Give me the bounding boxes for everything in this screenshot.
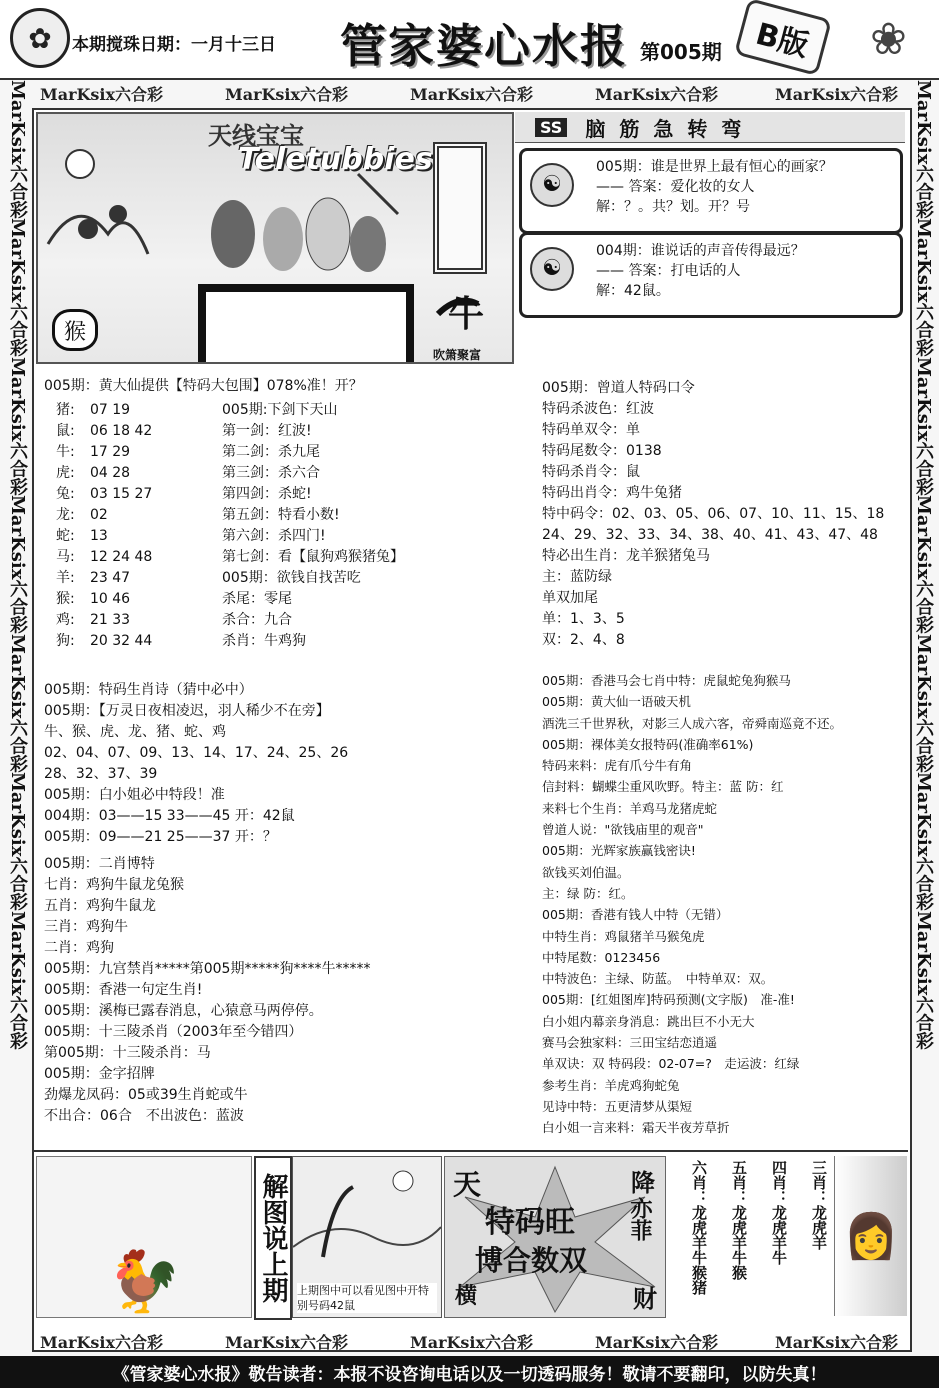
text-line: 特码单双令：单 xyxy=(542,422,640,438)
text-line: 特必出生肖：龙羊猴猪兔马 xyxy=(542,548,710,564)
text-line: 005期：黄大仙一语破天机 xyxy=(542,694,691,710)
zodiac-name: 马: xyxy=(56,549,75,565)
paper-name: 管家婆心水报 xyxy=(340,19,628,73)
last-issue-caption: 上期图中可以看见图中开特别号码42鼠 xyxy=(297,1283,437,1313)
slogan-word: 横 xyxy=(455,1283,478,1309)
text-line: 曾道人说："欲钱庙里的观音" xyxy=(542,822,704,838)
text-line: 005期：香港有钱人中特（无错） xyxy=(542,907,729,923)
watermark-bottom-row xyxy=(0,1328,939,1354)
watermark-text: MarKsix六合彩 xyxy=(225,1333,349,1352)
text-line: 005期：白小姐必中特段！准 xyxy=(44,787,225,803)
zodiac-numbers: 10 46 xyxy=(90,591,131,607)
zodiac-name: 虎: xyxy=(56,465,75,481)
text-line: 24、29、32、33、34、38、40、41、43、47、48 xyxy=(542,527,878,543)
text-line: 信封料：蝴蝶尘重风吹野。特主：蓝 防：红 xyxy=(542,779,784,795)
watermark-text: MarKsix六合彩 xyxy=(7,218,28,357)
text-line: 中特波色：主绿、防蓝。 中特单双：双。 xyxy=(542,971,774,987)
text-line: 005期：特码生肖诗（猜中必中） xyxy=(44,682,253,698)
riddle-card xyxy=(519,232,903,318)
text-line: 来料七个生肖：羊鸡马龙猪虎蛇 xyxy=(542,800,718,816)
slogan-word: 天 xyxy=(453,1168,482,1201)
text-line: 005期：九宫禁肖*****第005期*****狗****牛***** xyxy=(44,961,371,977)
riddle-answer: —— 答案：打电话的人 xyxy=(596,263,741,279)
starburst-slogan xyxy=(444,1156,666,1318)
text-line: 005期：十三陵杀肖（2003年至今错四） xyxy=(44,1024,303,1040)
text-line: 白小姐内幕亲身消息：跳出巨不小无大 xyxy=(542,1013,755,1029)
text-line: 赛马会独家料：三田宝结恋逍遥 xyxy=(542,1035,718,1051)
zodiac-row xyxy=(56,547,216,568)
edition-stamp: B版 xyxy=(734,0,832,76)
zodiac-numbers: 04 28 xyxy=(90,465,131,481)
sword-line: 杀尾：零尾 xyxy=(222,591,292,607)
zodiac-numbers: 12 24 48 xyxy=(90,549,153,565)
zodiac-numbers: 23 47 xyxy=(90,570,131,586)
text-line: 特中码令：02、03、05、06、07、10、11、15、18 xyxy=(542,506,885,522)
riddle-question: 005期：谁是世界上最有恒心的画家？ xyxy=(596,159,833,175)
zodiac-number-list xyxy=(56,400,216,652)
riddle-title: 脑筋急转弯 xyxy=(585,116,756,141)
text-line: 005期：溪梅已露春消息，心猿意马两停停。 xyxy=(44,1003,323,1019)
banner-title-en: Teletubbies xyxy=(238,142,433,177)
zodiac-numbers: 13 xyxy=(90,528,108,544)
zodiac-name: 猪: xyxy=(56,402,75,418)
zodiac-picks-poem xyxy=(668,1156,858,1316)
zodiac-row xyxy=(56,631,216,652)
zodiac-numbers: 06 18 42 xyxy=(90,423,153,439)
watermark-text: MarKsix六合彩 xyxy=(595,1333,719,1352)
door-frame xyxy=(433,142,487,274)
hk-bauhinia-logo: ✿ xyxy=(10,8,70,68)
zodiac-numbers: 07 19 xyxy=(90,402,131,418)
text-line: 二肖：鸡狗 xyxy=(44,940,114,956)
watermark-text: MarKsix六合彩 xyxy=(7,772,28,911)
watermark-text: MarKsix六合彩 xyxy=(913,495,934,634)
zodiac-numbers: 21 33 xyxy=(90,612,131,628)
text-line: 酒洗三千世界秋，对影三人成六客，帝舜南巡竟不还。 xyxy=(542,715,843,731)
rooster-illustration: 🐓 xyxy=(36,1156,252,1318)
sword-line: 第一剑：红波! xyxy=(222,423,312,439)
watermark-text: MarKsix六合彩 xyxy=(225,85,349,104)
riddle-question: 004期：谁说话的声音传得最远？ xyxy=(596,243,805,259)
watermark-text: MarKsix六合彩 xyxy=(913,910,934,1049)
text-line: 白小姐一言来料：霜天半夜芳草折 xyxy=(542,1120,730,1136)
zodiac-row xyxy=(56,484,216,505)
zodiac-name: 牛: xyxy=(56,444,75,460)
watermark-text: MarKsix六合彩 xyxy=(410,85,534,104)
riddle-card xyxy=(519,148,903,234)
riddle-answer: —— 答案：爱化妆的女人 xyxy=(596,179,755,195)
text-line: 005期：裸体美女报特码(准确率61%) xyxy=(542,736,754,752)
last-issue-label: 解图说上期 xyxy=(254,1156,292,1320)
watermark-left-column xyxy=(2,80,32,1330)
zodiac-row xyxy=(56,610,216,631)
text-line: 三肖：鸡狗牛 xyxy=(44,919,128,935)
watermark-text: MarKsix六合彩 xyxy=(913,772,934,911)
watermark-text: MarKsix六合彩 xyxy=(7,356,28,496)
watermark-text: MarKsix六合彩 xyxy=(7,910,28,1049)
text-line: 005期：香港一句定生肖! xyxy=(44,982,203,998)
zodiac-row xyxy=(56,421,216,442)
zodiac-row xyxy=(56,463,216,484)
riddle-explain: 解：？。共？划。开？号 xyxy=(596,199,750,215)
monkey-zodiac-badge: 猴 xyxy=(52,309,98,351)
text-line: 欲钱买刘伯温。 xyxy=(542,864,630,880)
watermark-text: MarKsix六合彩 xyxy=(913,80,934,219)
text-line: 单双加尾 xyxy=(542,590,598,606)
zodiac-name: 羊: xyxy=(56,570,75,586)
zodiac-name: 兔: xyxy=(56,486,75,502)
seven-swords-list xyxy=(222,400,482,652)
yinyang-icon: ☯ xyxy=(530,247,574,291)
text-line: 参考生肖：羊虎鸡狗蛇兔 xyxy=(542,1077,680,1093)
sword-line: 005期：欲钱自找苦吃 xyxy=(222,570,361,586)
text-line: 双：2、4、8 xyxy=(542,632,625,648)
text-line: 特码杀肖令：鼠 xyxy=(542,464,640,480)
text-line: 005期：09——21 25——37 开：？ xyxy=(44,829,277,845)
watermark-text: MarKsix六合彩 xyxy=(7,80,28,219)
slogan-word: 亦菲 xyxy=(627,1197,653,1241)
zodiac-poem-block xyxy=(44,680,514,848)
lady-portrait: 👩 xyxy=(834,1156,907,1316)
slogan-word: 特码旺 xyxy=(485,1205,575,1240)
riddle-section xyxy=(515,112,905,360)
zodiac-row xyxy=(56,442,216,463)
sword-line: 杀合：九合 xyxy=(222,612,292,628)
watermark-text: MarKsix六合彩 xyxy=(7,633,28,773)
watermark-text: MarKsix六合彩 xyxy=(40,1333,164,1352)
banner-caption: 吹箫聚富 xyxy=(433,348,482,362)
slogan-word: 财 xyxy=(633,1284,657,1313)
text-line: 特码杀波色：红波 xyxy=(542,401,654,417)
zodiac-numbers: 03 15 27 xyxy=(90,486,153,502)
slogan-word: 博合数双 xyxy=(475,1244,588,1277)
text-line: 特码出肖令：鸡牛兔猪 xyxy=(542,485,682,501)
riddle-explain: 解：42鼠。 xyxy=(596,283,670,299)
sword-line: 杀肖：牛鸡狗 xyxy=(222,633,306,649)
zodiac-numbers: 17 29 xyxy=(90,444,131,460)
text-line: 005期：光辉家族赢钱密诀! xyxy=(542,843,696,859)
masthead xyxy=(0,0,939,80)
text-line: 特码尾数令：0138 xyxy=(542,443,662,459)
text-line: 不出合：06合 不出波色：蓝波 xyxy=(44,1108,244,1124)
watermark-text: MarKsix六合彩 xyxy=(913,356,934,496)
watermark-right-column xyxy=(908,80,938,1330)
ox-zodiac-label: 牛 xyxy=(448,294,485,335)
text-line: 004期：03——15 33——45 开：42鼠 xyxy=(44,808,295,824)
sword-line: 第二剑：杀九尾 xyxy=(222,444,320,460)
text-line: 005期：二肖博特 xyxy=(44,856,155,872)
text-line: 单：1、3、5 xyxy=(542,611,625,627)
riddle-tag: SS xyxy=(535,118,567,137)
zodiac-name: 狗: xyxy=(56,633,75,649)
text-line: 劲爆龙凤码：05或39生肖蛇或牛 xyxy=(44,1087,248,1103)
zodiac-name: 猴: xyxy=(56,591,75,607)
text-line: 005期：香港马会七肖中特：虎鼠蛇兔狗猴马 xyxy=(542,673,791,688)
text-line: 005期：金字招牌 xyxy=(44,1066,155,1082)
text-line: 第005期：十三陵杀肖：马 xyxy=(44,1045,211,1061)
text-line: 主：蓝防绿 xyxy=(542,569,612,585)
teletubbies-banner xyxy=(36,112,514,364)
zodiac-row xyxy=(56,568,216,589)
text-line: 005期：【万灵日夜相凌迟，羽人稀少不在旁】 xyxy=(44,703,330,719)
zodiac-row xyxy=(56,526,216,547)
text-line: 牛、猴、虎、龙、猪、蛇、鸡 xyxy=(44,724,226,740)
text-line: 见诗中特：五更清梦从渠短 xyxy=(542,1098,693,1114)
tsang-code-block xyxy=(542,378,902,651)
poem-column: 五肖：龙虎羊牛猴 xyxy=(730,1160,748,1280)
watermark-top-row xyxy=(0,80,939,106)
lotus-icon: ❀ xyxy=(870,14,907,65)
text-line: 单双诀：双 特码段：02-07=? 走运波：红绿 xyxy=(542,1056,800,1072)
bottom-illustrations xyxy=(34,1150,908,1322)
poem-column: 三肖：龙虎羊 xyxy=(810,1160,828,1250)
blank-answer-box xyxy=(198,284,414,364)
watermark-text: MarKsix六合彩 xyxy=(775,1333,899,1352)
issue-number: 第005期 xyxy=(640,40,722,64)
last-issue-picture xyxy=(292,1156,442,1318)
text-line: 28、32、37、39 xyxy=(44,766,158,782)
zodiac-row xyxy=(56,505,216,526)
taiji-icon: ☯ xyxy=(530,163,574,207)
watermark-text: MarKsix六合彩 xyxy=(40,85,164,104)
watermark-text: MarKsix六合彩 xyxy=(7,495,28,634)
landscape-illustration xyxy=(293,1157,441,1267)
text-line: 特码来料：虎有爪兮牛有角 xyxy=(542,758,693,774)
insider-tips-block xyxy=(542,670,902,1139)
zodiac-row xyxy=(56,400,216,421)
text-line: 主：绿 防：红。 xyxy=(542,885,634,901)
zodiac-name: 蛇: xyxy=(56,528,75,544)
watermark-text: MarKsix六合彩 xyxy=(775,85,899,104)
text-line: 五肖：鸡狗牛鼠龙 xyxy=(44,898,156,914)
text-line: 中特生肖：鸡鼠猪羊马猴兔虎 xyxy=(542,928,705,944)
zodiac-name: 鼠: xyxy=(56,423,75,439)
footer-notice: 《管家婆心水报》敬告读者：本报不设咨询电话以及一切透码服务！敬请不要翻印，以防失真！ xyxy=(0,1356,939,1388)
zodiac-name: 鸡: xyxy=(56,612,75,628)
sword-line: 第三剑：杀六合 xyxy=(222,465,320,481)
sword-line: 第四剑：杀蛇! xyxy=(222,486,312,502)
watermark-text: MarKsix六合彩 xyxy=(595,85,719,104)
sword-line: 第七剑：看【鼠狗鸡猴猪兔】 xyxy=(222,549,404,565)
poem-column: 四肖：龙虎羊牛 xyxy=(770,1160,788,1265)
zodiac-name: 龙: xyxy=(56,507,75,523)
text-line: 005期：曾道人特码口令 xyxy=(542,380,695,396)
sword-line: 005期:下剑下天山 xyxy=(222,402,338,418)
draw-date: 本期搅珠日期：一月十三日 xyxy=(72,35,276,55)
riddle-heading xyxy=(515,112,905,143)
zodiac-row xyxy=(56,589,216,610)
wong-tai-sin-title: 005期：黄大仙提供【特码大包围】078%准！开？ xyxy=(44,378,363,394)
sword-line: 第六剑：杀四门! xyxy=(222,528,326,544)
text-line: 七肖：鸡狗牛鼠龙兔猴 xyxy=(44,877,184,893)
tips-block xyxy=(44,854,514,1127)
watermark-text: MarKsix六合彩 xyxy=(410,1333,534,1352)
watermark-text: MarKsix六合彩 xyxy=(913,633,934,773)
text-line: 02、04、07、09、13、14、17、24、25、26 xyxy=(44,745,349,761)
watermark-text: MarKsix六合彩 xyxy=(913,218,934,357)
zodiac-numbers: 20 32 44 xyxy=(90,633,153,649)
text-line: 中特尾数：0123456 xyxy=(542,949,661,965)
sword-line: 第五剑：特看小数! xyxy=(222,507,340,523)
poem-column: 六肖：龙虎羊牛猴猪 xyxy=(690,1160,708,1295)
text-line: 005期：[红姐图库]特码预测(文字版) 准-准! xyxy=(542,992,795,1008)
banner-title-cn: 天线宝宝 xyxy=(208,122,304,150)
slogan-word: 降 xyxy=(631,1168,655,1197)
zodiac-numbers: 02 xyxy=(90,507,108,523)
